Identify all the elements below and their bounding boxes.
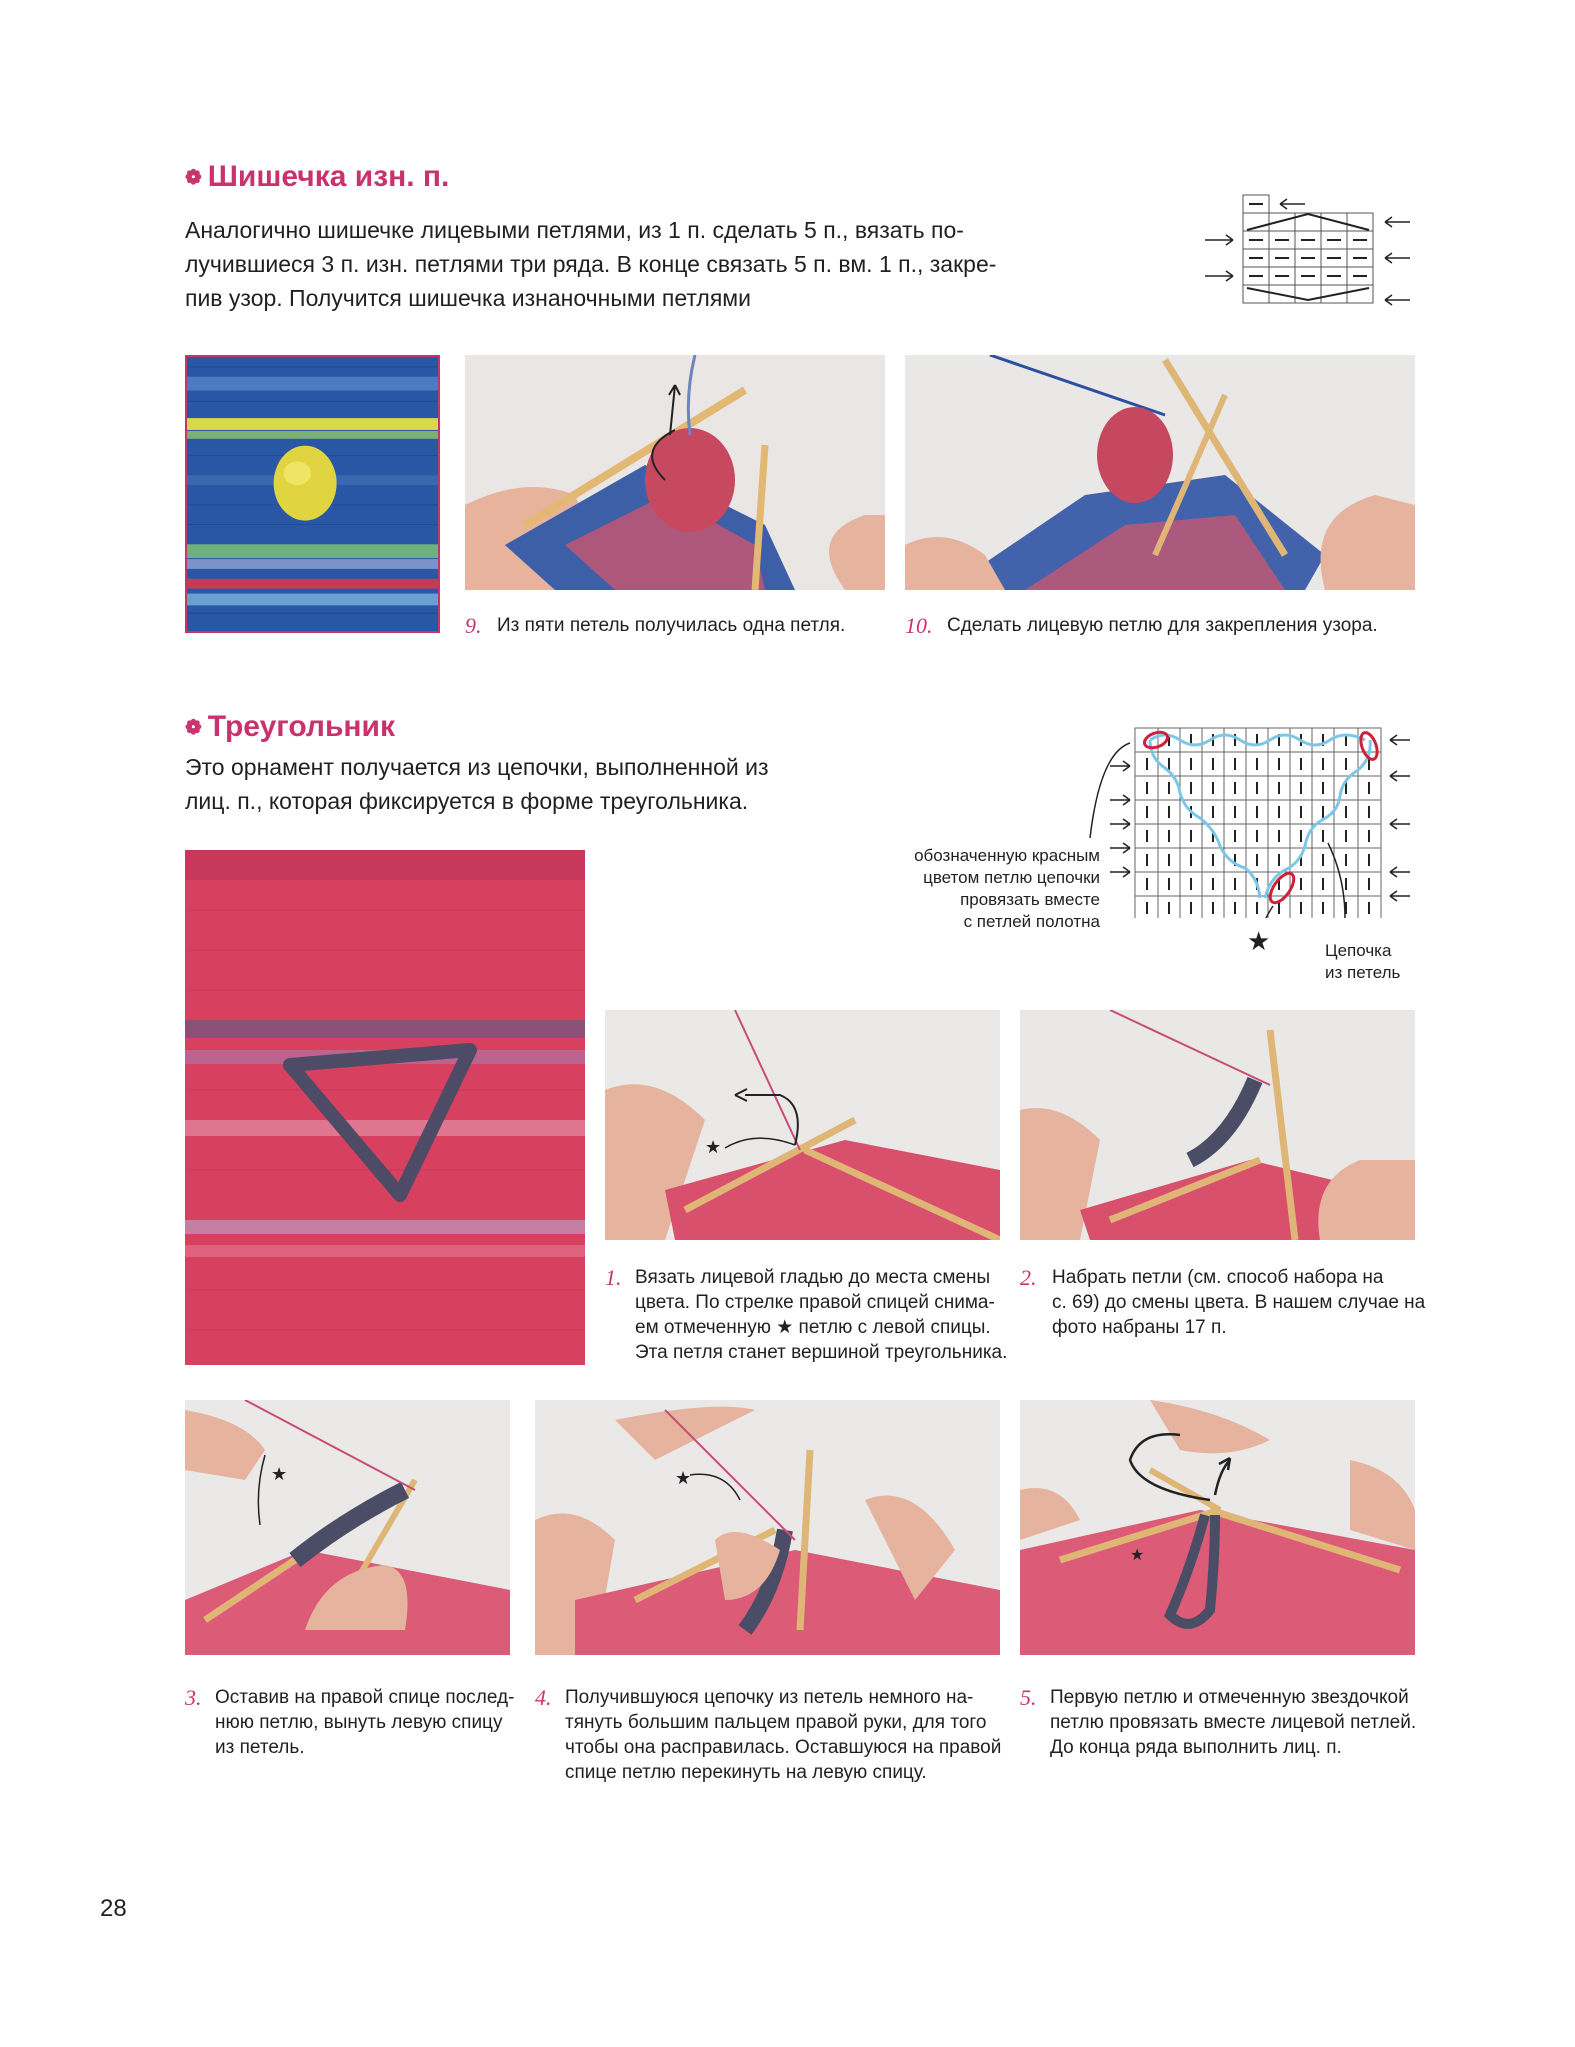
step-text-line: нюю петлю, вынуть левую спицу [215,1712,503,1733]
triangle-chart-diagram [1070,718,1420,918]
step-text-line: цвета. По стрелке правой спицей снима- [635,1292,995,1313]
step-3-photo [185,1400,510,1655]
paragraph-line: лучившиеся 3 п. изн. петлями три ряда. В конце связать 5 п. вм. 1 п., закре- [185,251,997,277]
step-text-line: спице петлю перекинуть на левую спицу. [565,1762,927,1783]
flower-icon: ❁ [185,716,202,739]
step-10-caption [905,613,1457,638]
section-title-triangle [185,710,395,744]
step-2-photo [1020,1010,1415,1240]
step-number: 1. [605,1265,622,1290]
svg-text:★: ★ [705,1137,722,1158]
step-text-line: Первую петлю и отмеченную звездочкой [1050,1687,1409,1708]
diagram-note [880,845,1100,933]
bobble-swatch-photo [185,355,440,633]
step-4-caption [535,1685,1035,1785]
section-title-text: Шишечка изн. п. [207,160,450,193]
step-1-caption [605,1265,1045,1365]
flower-icon: ❁ [185,166,202,189]
step-text: Из пяти петель получилась одна петля. [497,615,846,636]
note-line: цветом петлю цепочки [923,868,1100,887]
section-paragraph [185,213,1085,315]
step-9-caption [465,613,917,638]
note-line: провязать вместе [960,890,1100,909]
step-number: 3. [185,1685,202,1710]
step-4-photo [535,1400,1000,1655]
note-line: с петлей полотна [963,912,1100,931]
page-number: 28 [100,1895,127,1922]
step-text-line: Оставив на правой спице послед- [215,1687,515,1708]
step-text-line: чтобы она расправилась. Оставшуюся на правой [565,1737,1002,1758]
bobble-chart-diagram [1205,190,1415,325]
chain-label-line: из петель [1325,963,1401,982]
note-line: обозначенную красным [914,846,1100,865]
step-text-line: ем отмеченную ★ петлю с левой спицы. [635,1317,991,1338]
step-number: 2. [1020,1265,1037,1290]
step-number: 5. [1020,1685,1037,1710]
chain-label [1325,940,1445,984]
step-text-line: Эта петля станет вершиной треугольника. [635,1342,1008,1363]
paragraph-line: пив узор. Получится шишечка изнаночными петлями [185,285,751,311]
step-text-line: с. 69) до смены цвета. В нашем случае на [1052,1292,1426,1313]
step-10-photo [905,355,1415,590]
step-text: Сделать лицевую петлю для закрепления узора. [947,615,1378,636]
step-text-line: До конца ряда выполнить лиц. п. [1050,1737,1342,1758]
section-title-bobble [185,160,449,194]
step-number: 10. [905,613,933,638]
step-text-line: Вязать лицевой гладью до места смены [635,1267,991,1288]
step-text-line: Набрать петли (см. способ набора на [1052,1267,1384,1288]
paragraph-line: лиц. п., которая фиксируется в форме треугольника. [185,788,749,814]
step-number: 4. [535,1685,552,1710]
step-text-line: петлю провязать вместе лицевой петлей. [1050,1712,1417,1733]
step-5-photo [1020,1400,1415,1655]
paragraph-line: Это орнамент получается из цепочки, выполненной из [185,754,769,780]
svg-text:★: ★ [675,1468,692,1489]
step-2-caption [1020,1265,1452,1340]
step-text-line: фото набраны 17 п. [1052,1317,1227,1338]
svg-text:★: ★ [1130,1545,1145,1564]
step-1-photo [605,1010,1000,1240]
paragraph-line: Аналогично шишечке лицевыми петлями, из 1 п. сделать 5 п., вязать по- [185,217,964,243]
step-9-photo [465,355,885,590]
step-5-caption [1020,1685,1450,1760]
step-text-line: Получившуюся цепочку из петель немного на- [565,1687,974,1708]
star-icon: ★ [1247,926,1271,956]
step-number: 9. [465,613,482,638]
triangle-swatch-photo [185,850,585,1365]
step-3-caption [185,1685,545,1760]
section-title-text: Треугольник [207,710,396,743]
step-text-line: из петель. [215,1737,305,1758]
step-text-line: тянуть большим пальцем правой руки, для того [565,1712,987,1733]
chain-label-line: Цепочка [1325,941,1392,960]
svg-text:★: ★ [271,1464,288,1485]
section-paragraph [185,750,885,818]
